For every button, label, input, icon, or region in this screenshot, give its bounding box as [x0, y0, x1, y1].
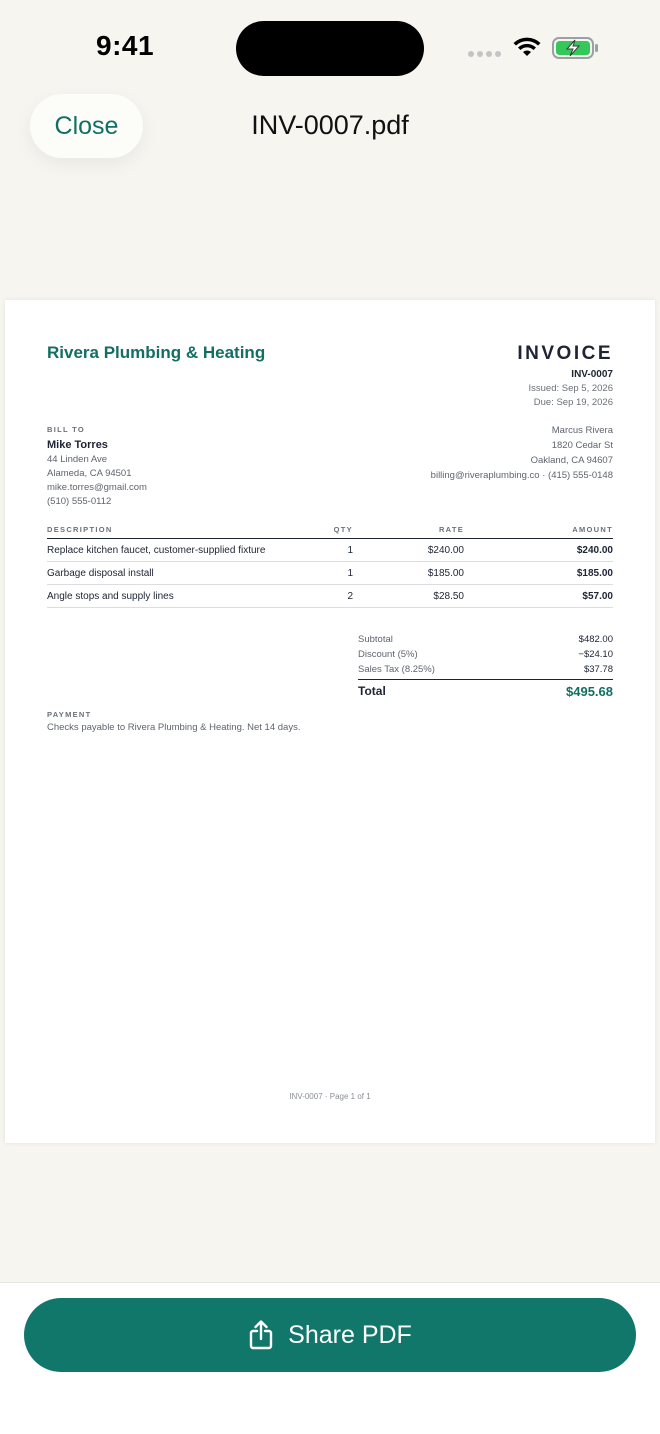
- discount-label: Discount (5%): [358, 649, 418, 660]
- item-description: Replace kitchen faucet, customer-supplied fixture: [47, 545, 266, 556]
- share-pdf-label: Share PDF: [288, 1320, 412, 1349]
- client-address-line: 44 Linden Ave: [47, 454, 108, 465]
- owner-name: Marcus Rivera: [551, 425, 613, 436]
- item-description: Garbage disposal install: [47, 568, 154, 579]
- payment-terms: Checks payable to Rivera Plumbing & Heating. Net 14 days.: [47, 722, 301, 733]
- item-amount: $57.00: [582, 591, 613, 602]
- tax-value: $37.78: [583, 664, 613, 675]
- payment-section: [47, 710, 300, 733]
- client-name: Mike Torres: [47, 439, 108, 451]
- discount-row: [358, 649, 613, 660]
- battery-charging-icon: [552, 36, 600, 60]
- col-rate: RATE: [438, 525, 464, 534]
- share-icon: [248, 1320, 274, 1350]
- bottom-bar: [0, 1282, 660, 1434]
- subtotal-label: Subtotal: [358, 634, 393, 645]
- total-label: Total: [358, 684, 386, 698]
- business-city-line: Oakland, CA 94607: [530, 455, 613, 466]
- subtotal-row: [358, 634, 613, 645]
- business-contact: billing@riveraplumbing.co · (415) 555-0148: [430, 470, 613, 481]
- line-items-table: [47, 525, 613, 608]
- table-header: [47, 525, 613, 539]
- wifi-icon: [512, 36, 542, 58]
- client-email: mike.torres@gmail.com: [47, 482, 147, 493]
- invoice-number: INV-0007: [571, 369, 613, 380]
- bill-to-label: BILL TO: [47, 425, 85, 434]
- business-name: Rivera Plumbing & Heating: [47, 343, 266, 362]
- item-amount: $185.00: [576, 568, 613, 579]
- item-amount: $240.00: [576, 545, 613, 556]
- dynamic-island: [236, 21, 424, 76]
- table-row: [47, 585, 613, 608]
- item-qty: 2: [347, 591, 353, 602]
- payment-label: PAYMENT: [47, 710, 92, 719]
- business-address-line: 1820 Cedar St: [551, 440, 613, 451]
- page-footer: INV-0007 · Page 1 of 1: [289, 1092, 371, 1101]
- status-time: 9:41: [96, 30, 155, 61]
- cellular-signal-icon: [468, 51, 501, 57]
- discount-value: −$24.10: [578, 649, 613, 660]
- tax-label: Sales Tax (8.25%): [358, 664, 435, 675]
- client-phone: (510) 555-0112: [47, 496, 112, 507]
- item-rate: $28.50: [433, 591, 464, 602]
- close-button[interactable]: Close: [30, 94, 143, 158]
- total-value: $495.68: [566, 684, 613, 699]
- table-row: [47, 562, 613, 585]
- bill-to: [47, 425, 147, 507]
- col-amount: AMOUNT: [572, 525, 613, 534]
- table-row: [47, 539, 613, 562]
- item-rate: $185.00: [427, 568, 464, 579]
- total-row: [358, 679, 613, 699]
- col-qty: QTY: [333, 525, 353, 534]
- item-description: Angle stops and supply lines: [47, 591, 174, 602]
- item-qty: 1: [347, 568, 353, 579]
- pdf-page[interactable]: [5, 300, 655, 1143]
- invoice-header: [517, 343, 613, 408]
- issued-date: Issued: Sep 5, 2026: [528, 383, 613, 394]
- document-title: INV-0007.pdf: [251, 110, 409, 140]
- due-date: Due: Sep 19, 2026: [533, 397, 613, 408]
- invoice-heading: INVOICE: [517, 343, 613, 364]
- item-rate: $240.00: [427, 545, 464, 556]
- item-qty: 1: [347, 545, 353, 556]
- client-city-line: Alameda, CA 94501: [47, 468, 132, 479]
- from-details: [431, 425, 613, 485]
- tax-row: [358, 664, 613, 675]
- subtotal-value: $482.00: [578, 634, 613, 645]
- totals: [358, 634, 613, 699]
- col-description: DESCRIPTION: [47, 525, 113, 534]
- share-pdf-button[interactable]: [24, 1298, 636, 1372]
